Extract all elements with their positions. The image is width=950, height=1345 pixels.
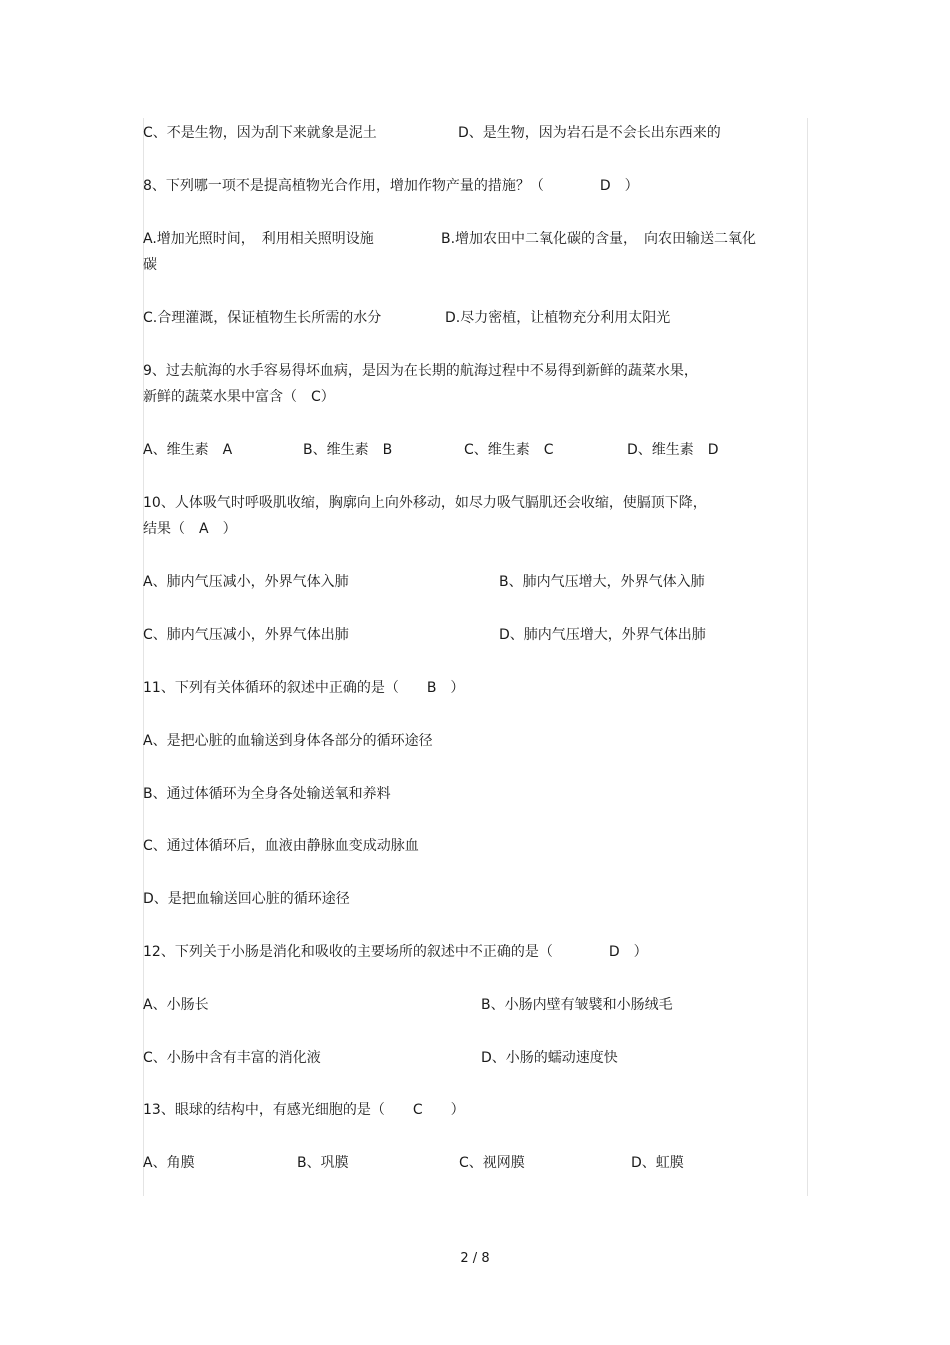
q13-option-a: A、角膜: [143, 1155, 195, 1171]
q10-option-a: A、肺内气压减小，外界气体入肺: [143, 574, 349, 590]
question-10-line2: 结果（ A ）: [143, 521, 237, 537]
q13-option-b: B、巩膜: [297, 1155, 349, 1171]
question-8: 8、下列哪一项不是提高植物光合作用，增加作物产量的措施？（ D ）: [143, 178, 639, 194]
q11-option-c: C、通过体循环后，血液由静脉血变成动脉血: [143, 838, 419, 854]
q8-option-b: B.增加农田中二氧化碳的含量， 向农田输送二氧化: [441, 231, 757, 247]
question-10-line1: 10、人体吸气时呼吸肌收缩，胸廓向上向外移动，如尽力吸气膈肌还会收缩，使膈顶下降，: [143, 495, 707, 511]
q9-option-d: D、维生素 D: [627, 442, 719, 458]
q7-option-d: D、是生物，因为岩石是不会长出东西来的: [458, 125, 721, 141]
q10-option-c: C、肺内气压减小，外界气体出肺: [143, 627, 349, 643]
q12-option-b: B、小肠内壁有皱襞和小肠绒毛: [481, 997, 673, 1013]
q7-option-c: C、不是生物，因为刮下来就象是泥土: [143, 125, 377, 141]
question-13: 13、眼球的结构中，有感光细胞的是（ C ）: [143, 1102, 465, 1118]
q13-option-d: D、虹膜: [631, 1155, 684, 1171]
q8-option-d: D.尽力密植，让植物充分利用太阳光: [445, 310, 671, 326]
page-number: 2 / 8: [460, 1251, 490, 1266]
question-11: 11、下列有关体循环的叙述中正确的是（ B ）: [143, 680, 465, 696]
q9-option-a: A、维生素 A: [143, 442, 233, 458]
right-margin-rule: [807, 118, 808, 1196]
question-12: 12、下列关于小肠是消化和吸收的主要场所的叙述中不正确的是（ D ）: [143, 944, 648, 960]
q8-option-a: A.增加光照时间， 利用相关照明设施: [143, 231, 374, 247]
q9-option-c: C、维生素 C: [464, 442, 554, 458]
q11-option-b: B、通过体循环为全身各处输送氧和养料: [143, 786, 391, 802]
q12-option-c: C、小肠中含有丰富的消化液: [143, 1050, 321, 1066]
q10-option-d: D、肺内气压增大，外界气体出肺: [499, 627, 706, 643]
q10-option-b: B、肺内气压增大，外界气体入肺: [499, 574, 705, 590]
q8-option-c: C.合理灌溉，保证植物生长所需的水分: [143, 310, 382, 326]
left-margin-rule: [143, 118, 144, 1196]
question-9-line1: 9、过去航海的水手容易得坏血病，是因为在长期的航海过程中不易得到新鲜的蔬菜水果，: [143, 363, 698, 379]
question-9-line2: 新鲜的蔬菜水果中富含（ C）: [143, 389, 335, 405]
q8-option-b-cont: 碳: [143, 257, 157, 273]
q11-option-a: A、是把心脏的血输送到身体各部分的循环途径: [143, 733, 433, 749]
q11-option-d: D、是把血输送回心脏的循环途径: [143, 891, 350, 907]
q13-option-c: C、视网膜: [459, 1155, 525, 1171]
q12-option-a: A、小肠长: [143, 997, 209, 1013]
q9-option-b: B、维生素 B: [303, 442, 393, 458]
q12-option-d: D、小肠的蠕动速度快: [481, 1050, 618, 1066]
